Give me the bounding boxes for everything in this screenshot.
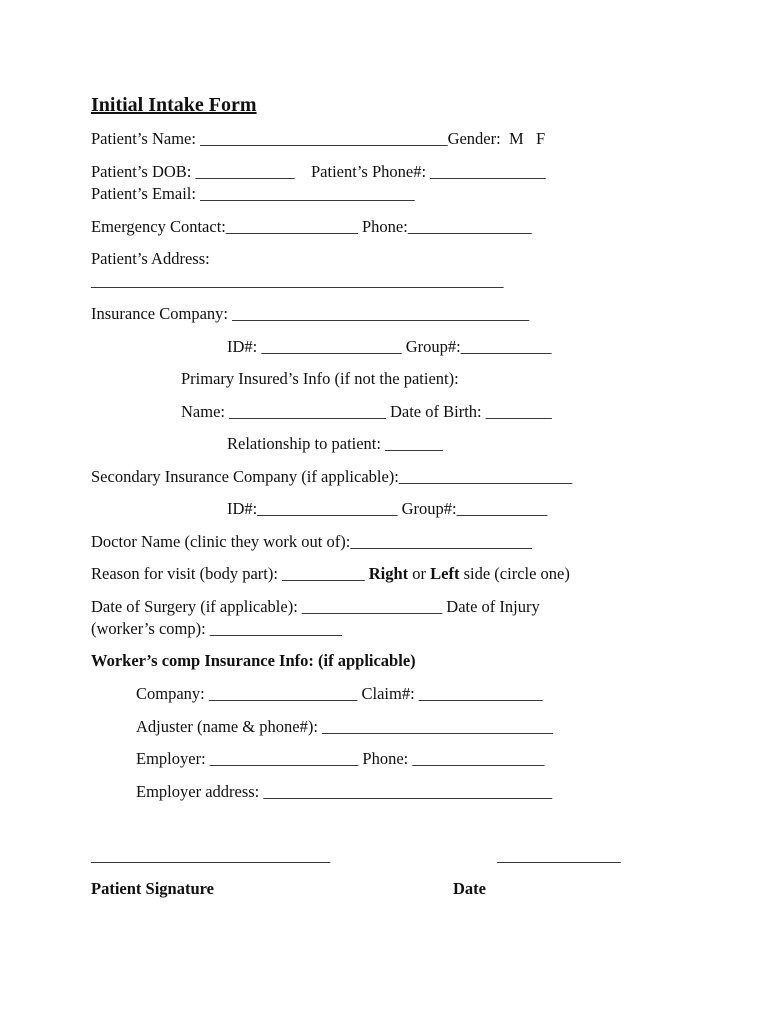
company-claim-line: Company: __________________ Claim#: _______________ xyxy=(136,684,543,703)
reason-or: or xyxy=(408,564,431,583)
patient-address-blank: __________________________________________________ xyxy=(91,271,504,290)
surgery-injury-line: Date of Surgery (if applicable): _________________ Date of Injury xyxy=(91,597,540,616)
left-option: Left xyxy=(430,564,460,583)
patient-signature-label: Patient Signature xyxy=(91,879,214,898)
employer-address-line: Employer address: ___________________________________ xyxy=(136,782,553,801)
right-option: Right xyxy=(368,564,409,583)
workers-comp-heading: Worker’s comp Insurance Info: (if applicable) xyxy=(91,651,416,670)
adjuster-line: Adjuster (name & phone#): ____________________________ xyxy=(136,717,554,736)
doctor-name-line: Doctor Name (clinic they work out of):______________________ xyxy=(91,532,532,551)
insurance-company-line: Insurance Company: ____________________________________ xyxy=(91,304,530,323)
reason-for-visit-line xyxy=(91,563,570,585)
reason-prefix: Reason for visit (body part): __________ xyxy=(91,564,369,583)
patient-email-line: Patient’s Email: __________________________ xyxy=(91,184,415,203)
employer-phone-line: Employer: __________________ Phone: ________________ xyxy=(136,749,545,768)
signature-blank: _____________________________ xyxy=(91,846,331,865)
date-label: Date xyxy=(453,879,486,898)
patient-name-gender-line: Patient’s Name: ______________________________Gender: M F xyxy=(91,129,546,148)
secondary-id-group-line: ID#:_________________ Group#:___________ xyxy=(227,499,548,518)
patient-address-label: Patient’s Address: xyxy=(91,249,210,268)
insurance-id-group-line: ID#: _________________ Group#:___________ xyxy=(227,337,552,356)
secondary-insurance-line: Secondary Insurance Company (if applicable):_____________________ xyxy=(91,467,573,486)
reason-suffix: side (circle one) xyxy=(459,564,570,583)
primary-insured-label: Primary Insured’s Info (if not the patient): xyxy=(181,369,459,388)
relationship-line: Relationship to patient: _______ xyxy=(227,434,443,453)
date-blank: _______________ xyxy=(497,846,621,865)
form-title: Initial Intake Form xyxy=(91,94,257,116)
emergency-contact-line: Emergency Contact:________________ Phone:_______________ xyxy=(91,217,532,236)
patient-dob-phone-line: Patient’s DOB: ____________ Patient’s Phone#: ______________ xyxy=(91,162,546,181)
primary-insured-name-dob-line: Name: ___________________ Date of Birth: ________ xyxy=(181,402,552,421)
workers-comp-date-line: (worker’s comp): ________________ xyxy=(91,619,342,638)
